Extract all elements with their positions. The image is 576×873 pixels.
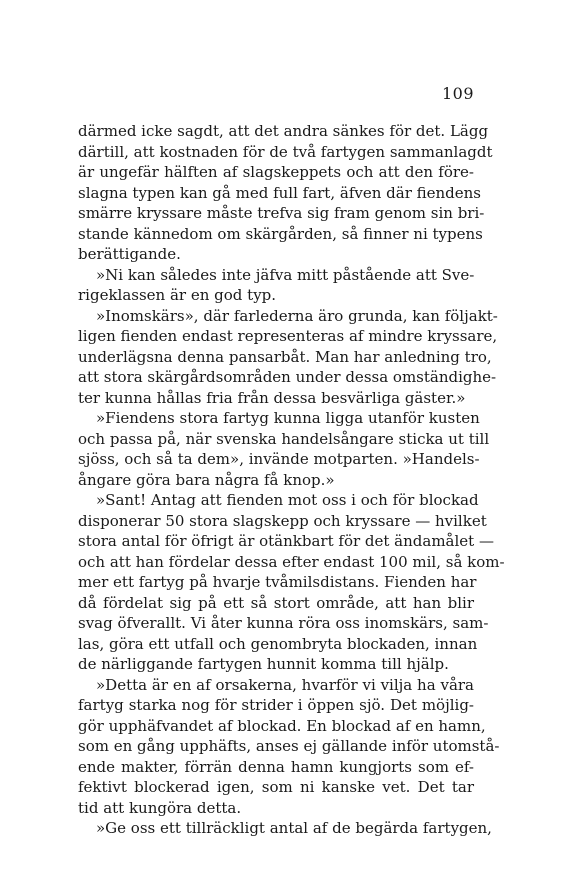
text-line: berättigande. — [78, 245, 181, 263]
text-line: smärre kryssare måste trefva sig fram genom sin bri- — [78, 204, 485, 222]
text-line: är ungefär hälften af slagskeppets och att den före- — [78, 163, 474, 181]
text-line: då fördelat sig på ett så stort område, att han blir — [78, 593, 474, 612]
text-line: mer ett fartyg på hvarje tvåmilsdistans. Fienden har — [78, 573, 477, 591]
text-line: fartyg starka nog för strider i öppen sjö. Det möjlig- — [78, 696, 474, 714]
body-text — [78, 121, 505, 839]
text-line: som en gång upphäfts, anses ej gällande inför utomstå- — [78, 737, 500, 755]
text-line: rigeklassen är en god typ. — [78, 286, 277, 304]
text-line: »Ge oss ett tillräckligt antal af de begärda fartygen, — [96, 819, 492, 837]
text-line: ligen fienden endast representeras af mindre kryssare, — [78, 327, 498, 345]
text-line: att stora skärgårdsområden under dessa omständighe- — [78, 368, 497, 386]
text-line: ter kunna hållas fria från dessa besvärliga gäster.» — [78, 388, 466, 407]
text-line: »Sant! Antag att fienden mot oss i och för blockad — [96, 491, 479, 509]
text-line: »Ni kan således inte jäfva mitt påstående att Sve- — [96, 265, 475, 284]
text-line: underlägsna denna pansarbåt. Man har anledning tro, — [78, 347, 492, 366]
page-number: 109 — [441, 84, 474, 103]
text-line: »Fiendens stora fartyg kunna ligga utanför kusten — [96, 409, 480, 427]
text-line: svag öfverallt. Vi åter kunna röra oss inomskärs, sam- — [78, 614, 489, 632]
text-line: stora antal för öfrigt är otänkbart för det ändamålet — — [78, 532, 494, 550]
text-line: fektivt blockerad igen, som ni kanske vet. Det tar — [78, 778, 474, 796]
text-line: »Detta är en af orsakerna, hvarför vi vilja ha våra — [96, 675, 474, 694]
text-line: därtill, att kostnaden för de två fartygen sammanlagdt — [78, 142, 493, 161]
text-line: därmed icke sagdt, att det andra sänkes för det. Lägg — [78, 122, 489, 140]
text-line: sjöss, och så ta dem», invände motparten. »Handels- — [78, 450, 480, 468]
text-line: »Inomskärs», där farlederna äro grunda, kan följakt- — [96, 306, 498, 325]
text-line: ångare göra bara några få knop.» — [78, 470, 335, 489]
text-line: och att han fördelar dessa efter endast 100 mil, så kom- — [78, 552, 505, 571]
text-line: disponerar 50 stora slagskepp och kryssare — hvilket — [78, 511, 487, 530]
text-line: las, göra ett utfall och genombryta blockaden, innan — [78, 634, 478, 653]
text-line: tid att kungöra detta. — [78, 798, 242, 817]
text-line: de närliggande fartygen hunnit komma till hjälp. — [78, 655, 449, 673]
text-line: stande kännedom om skärgården, så finner ni typens — [78, 224, 483, 243]
text-line: ende makter, förrän denna hamn kungjorts som ef- — [78, 757, 474, 776]
text-line: slagna typen kan gå med full fart, äfven där fiendens — [78, 183, 482, 202]
text-line: och passa på, när svenska handelsångare sticka ut till — [78, 429, 490, 448]
text-line: gör upphäfvandet af blockad. En blockad af en hamn, — [78, 716, 486, 735]
